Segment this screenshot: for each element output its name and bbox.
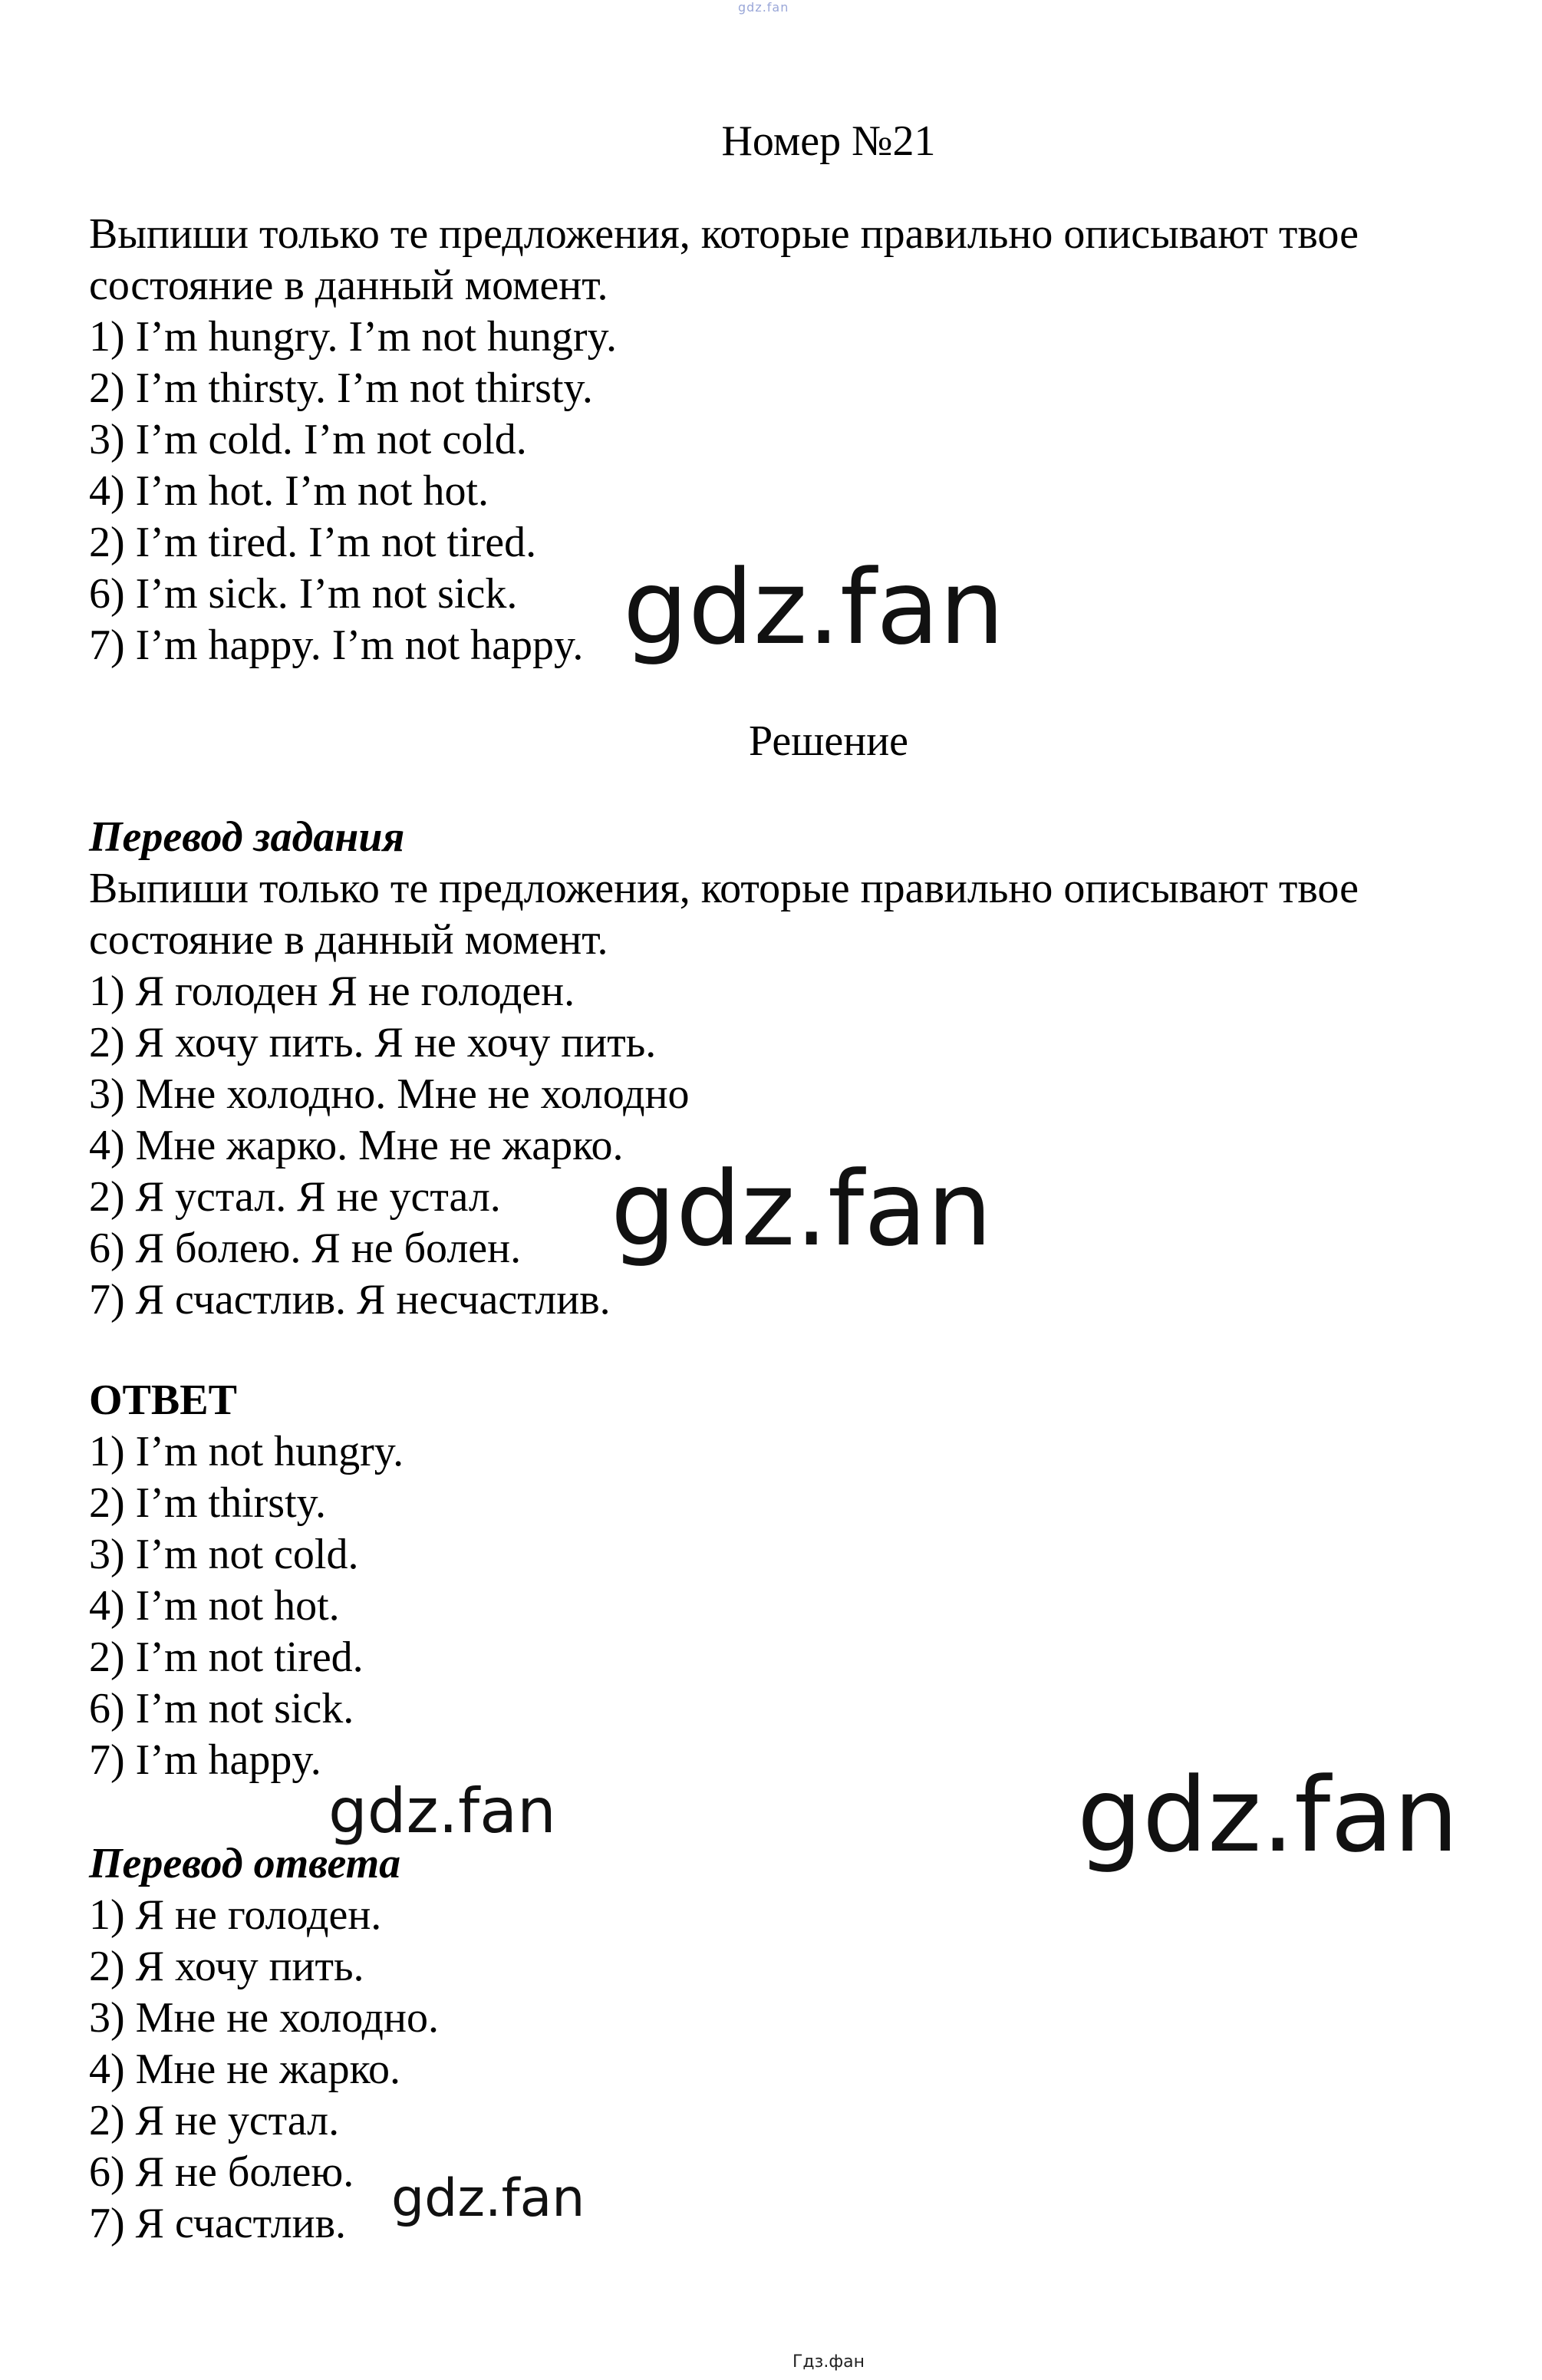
task-instruction-line: состояние в данный момент. (89, 262, 608, 309)
answer-item: 6) I’m not sick. (89, 1685, 354, 1732)
task-item: 2) I’m tired. I’m not tired. (89, 519, 537, 566)
answer-item: 4) I’m not hot. (89, 1582, 340, 1630)
task-item: 4) I’m hot. I’m not hot. (89, 467, 489, 515)
task-item: 7) I’m happy. I’m not happy. (89, 621, 584, 669)
answer-translation-item: 2) Я не устал. (89, 2097, 340, 2144)
task-instruction-line: Выпиши только те предложения, которые правильно описывают твое (89, 210, 1359, 258)
translation-item: 3) Мне холодно. Мне не холодно (89, 1070, 690, 1118)
translation-item: 7) Я счастлив. Я несчастлив. (89, 1276, 611, 1324)
answer-item: 3) I’m not cold. (89, 1531, 359, 1578)
translation-item: 4) Мне жарко. Мне не жарко. (89, 1122, 624, 1169)
watermark: gdz.fan (611, 1149, 993, 1269)
translation-item: 2) Я хочу пить. Я не хочу пить. (89, 1019, 657, 1066)
task-item: 1) I’m hungry. I’m not hungry. (89, 313, 617, 361)
answer-translation-item: 6) Я не болею. (89, 2148, 354, 2196)
page-title: Номер №21 (721, 117, 936, 165)
translation-instruction-line: Выпиши только те предложения, которые правильно описывают твое (89, 865, 1359, 912)
answer-translation-item: 4) Мне не жарко. (89, 2045, 400, 2093)
answer-item: 2) I’m thirsty. (89, 1479, 326, 1527)
answer-translation-item: 1) Я не голоден. (89, 1891, 382, 1939)
answer-translation-heading: Перевод ответа (89, 1840, 401, 1887)
translation-item: 6) Я болею. Я не болен. (89, 1225, 522, 1272)
task-item: 6) I’m sick. I’m not sick. (89, 570, 518, 618)
translation-item: 2) Я устал. Я не устал. (89, 1173, 501, 1221)
watermark: gdz.fan (391, 2168, 585, 2229)
watermark: gdz.fan (328, 1775, 556, 1847)
answer-item: 2) I’m not tired. (89, 1633, 364, 1681)
answer-translation-item: 3) Мне не холодно. (89, 1994, 440, 2042)
task-item: 2) I’m thirsty. I’m not thirsty. (89, 364, 593, 412)
watermark: gdz.fan (623, 548, 1005, 668)
answer-block (89, 1375, 1470, 1786)
translation-heading: Перевод задания (89, 813, 405, 861)
top-watermark: gdz.fan (738, 0, 789, 15)
answer-translation-block (89, 1838, 1470, 2250)
answer-translation-item: 2) Я хочу пить. (89, 1943, 364, 1990)
answer-item: 1) I’m not hungry. (89, 1428, 404, 1475)
answer-item: 7) I’m happy. (89, 1736, 321, 1784)
answer-translation-item: 7) Я счастлив. (89, 2200, 347, 2247)
watermark: gdz.fan (1077, 1755, 1459, 1875)
page-footer: Гдз.фан (792, 2352, 865, 2372)
solution-title: Решение (748, 717, 909, 765)
translation-item: 1) Я голоден Я не голоден. (89, 967, 575, 1015)
task-item: 3) I’m cold. I’m not cold. (89, 416, 527, 463)
answer-heading: ОТВЕТ (89, 1376, 237, 1424)
translation-instruction-line: состояние в данный момент. (89, 916, 608, 964)
